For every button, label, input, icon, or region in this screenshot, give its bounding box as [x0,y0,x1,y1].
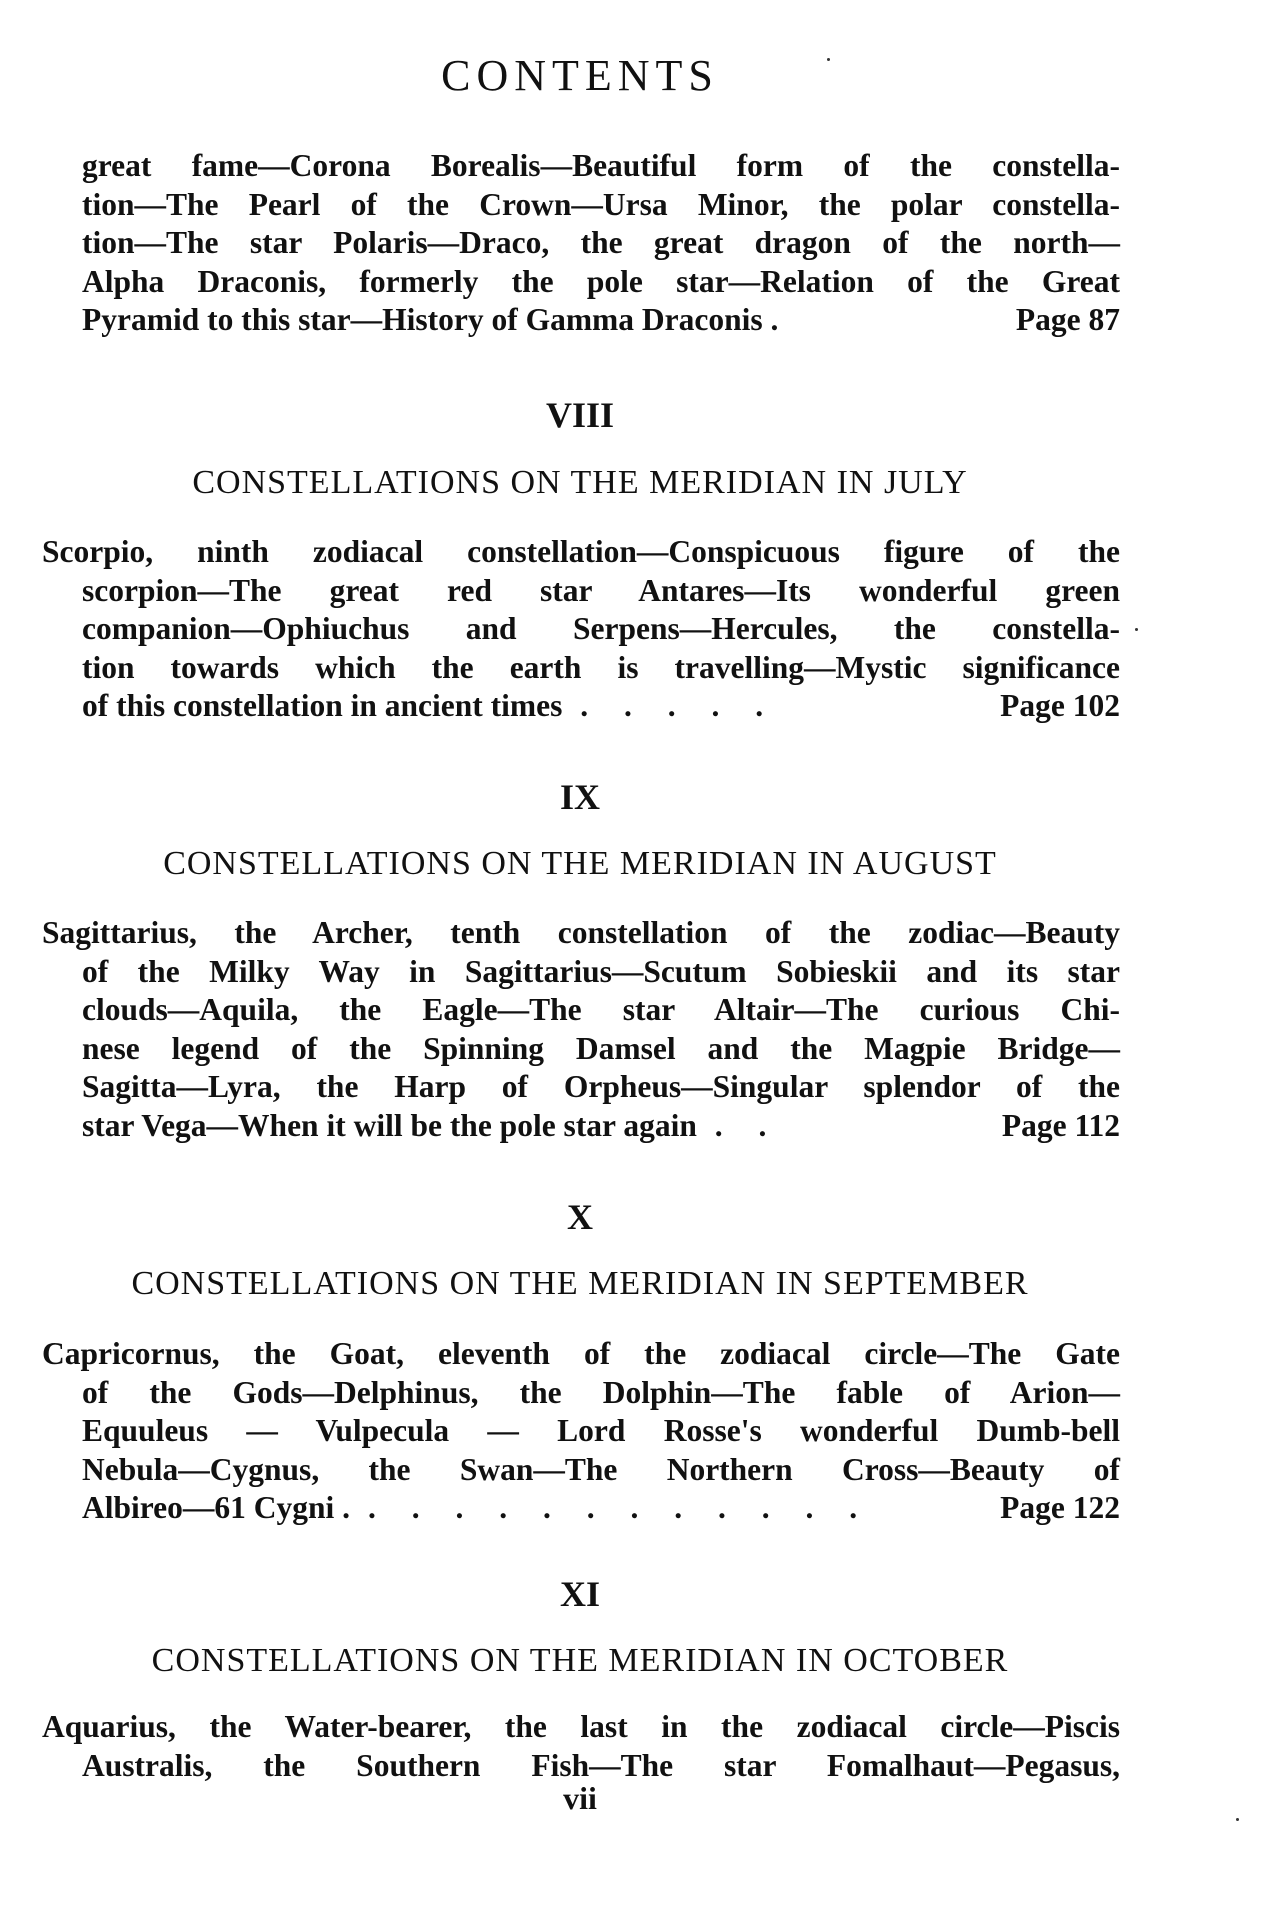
summary-line: Sagittarius, the Archer, tenth constellation of the zodiac—Beauty [42,915,1120,950]
summary-line-text: star Vega—When it will be the pole star again [82,1107,697,1143]
chapter-number: IX [559,777,600,817]
chapter-number: X [567,1197,593,1237]
summary-line: companion—Ophiuchus and Serpens—Hercules, the constella- [82,611,1120,646]
chapter-summary [42,914,1120,1145]
leader-dots: . . [714,1107,781,1143]
summary-line: of the Gods—Delphinus, the Dolphin—The fable of Arion— [82,1374,1120,1410]
summary-line: Scorpio, ninth zodiacal constellation—Conspicuous figure of the [42,534,1120,569]
page-number: vii [563,1780,597,1816]
summary-line: tion—The star Polaris—Draco, the great dragon of the north— [82,225,1120,260]
summary-line: Australis, the Southern Fish—The star Fomalhaut—Pegasus, [82,1747,1120,1783]
chapter-title: CONSTELLATIONS ON THE MERIDIAN IN JULY [192,464,968,501]
summary-line: of the Milky Way in Sagittarius—Scutum Sobieskii and its star [82,953,1120,989]
summary-line: tion—The Pearl of the Crown—Ursa Minor, the polar constella- [82,186,1120,222]
summary-line-text: Albireo—61 Cygni . [82,1490,351,1525]
summary-line: Alpha Draconis, formerly the pole star—Relation of the Great [82,263,1120,299]
summary-line: Aquarius, the Water-bearer, the last in the zodiacal circle—Piscis [42,1709,1120,1744]
chapter-number: XI [559,1574,600,1614]
summary-last-line [42,1489,1120,1528]
summary-line: clouds—Aquila, the Eagle—The star Altair—The curious Chi- [82,992,1120,1027]
leader-dots: . . . . . [580,688,778,723]
page-reference: Page 112 [1001,1107,1120,1143]
summary-line: great fame—Corona Borealis—Beautiful form of the constella- [82,148,1120,183]
summary-last-line [42,1107,1120,1146]
summary-line: Equuleus — Vulpecula — Lord Rosse's wonderful Dumb-bell [82,1413,1120,1448]
scan-speck [1236,1818,1239,1821]
scan-speck [827,58,830,61]
chapter-title: CONSTELLATIONS ON THE MERIDIAN IN OCTOBER [151,1642,1009,1679]
summary-line: Nebula—Cygnus, the Swan—The Northern Cross—Beauty of [82,1451,1120,1487]
summary-last-line [42,301,1120,340]
page-reference: Page 102 [1000,688,1120,723]
chapter-summary [42,533,1120,726]
summary-line-text: of this constellation in ancient times [82,688,563,723]
chapter-title: CONSTELLATIONS ON THE MERIDIAN IN AUGUST [163,845,997,882]
summary-line: nese legend of the Spinning Damsel and the Magpie Bridge— [82,1030,1120,1066]
leader-dots: . . . . . . . . . . . . [367,1490,872,1525]
summary-last-line [42,687,1120,726]
contents-heading: CONTENTS [441,51,719,100]
scan-speck [1135,628,1138,631]
chapter-summary [42,1335,1120,1528]
page-reference: Page 122 [1000,1490,1120,1525]
summary-line: Capricornus, the Goat, eleventh of the zodiacal circle—The Gate [42,1336,1120,1371]
summary-line: tion towards which the earth is travelling—Mystic significance [82,649,1120,685]
intro-summary [42,147,1120,340]
summary-line: Sagitta—Lyra, the Harp of Orpheus—Singular splendor of the [82,1069,1120,1104]
summary-line-text: Pyramid to this star—History of Gamma Draconis . [82,302,779,337]
page-reference: Page 87 [1015,302,1120,337]
chapter-number: VIII [545,395,615,435]
chapter-summary [42,1708,1120,1785]
chapter-title: CONSTELLATIONS ON THE MERIDIAN IN SEPTEMBER [131,1265,1029,1302]
summary-line: scorpion—The great red star Antares—Its wonderful green [82,572,1120,608]
